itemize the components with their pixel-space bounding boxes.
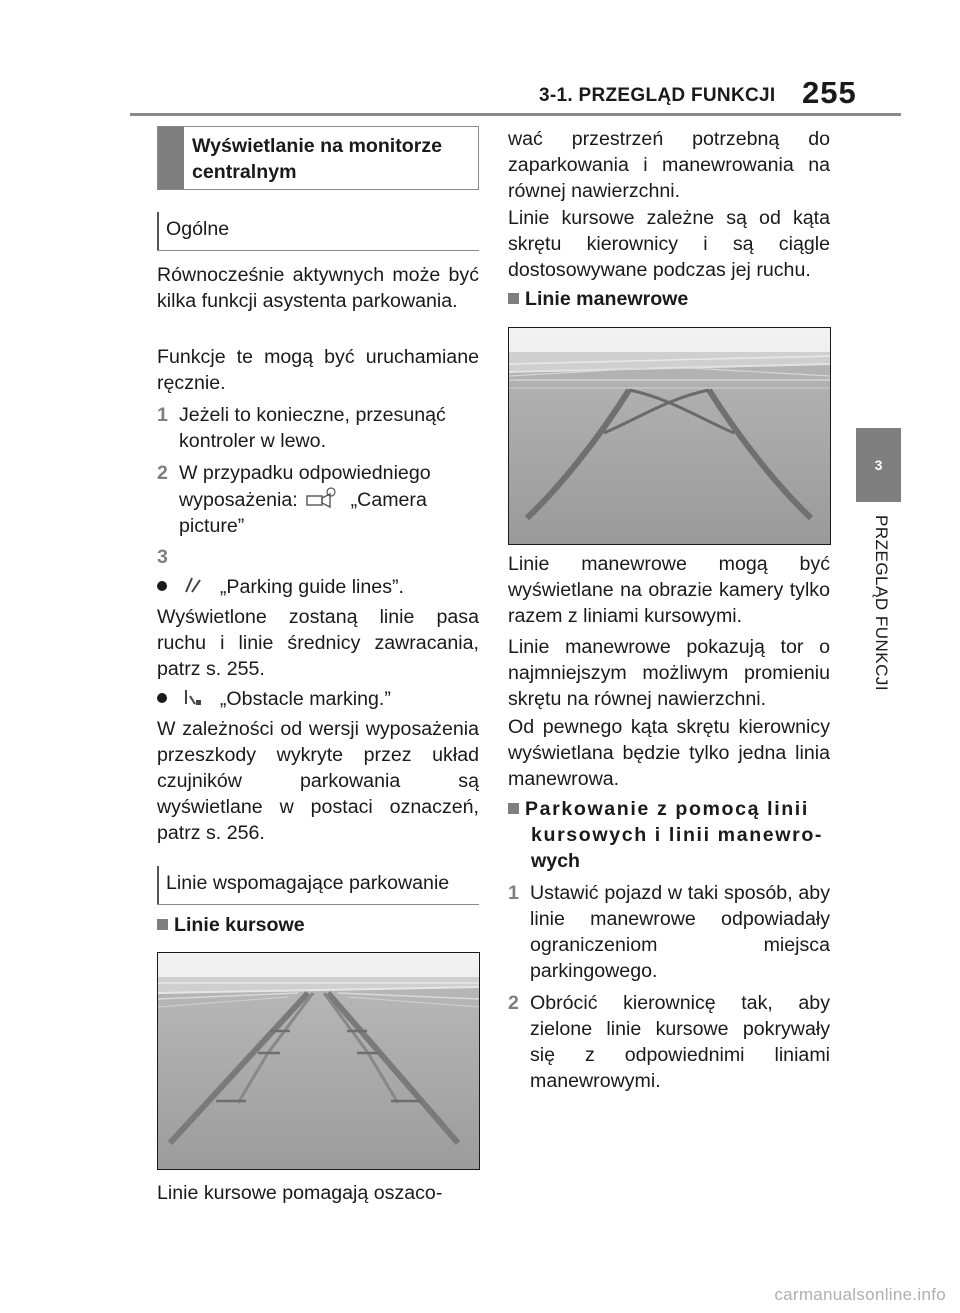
- chapter-label: PRZEGLĄD FUNKCJI: [872, 515, 891, 692]
- watermark: carmanualsonline.info: [774, 1285, 946, 1304]
- box-heading-text: [192, 133, 472, 185]
- subheading-bar: [157, 212, 159, 250]
- para-text: Linie kursowe pomagają oszaco-: [157, 1182, 443, 1204]
- para-text: Od pewnego kąta skrętu kierownicy wyświetlana będzie tylko jedna linia manewrowa.: [508, 716, 830, 790]
- step-number: 1: [157, 404, 168, 426]
- parking-guide-lines-icon: [182, 574, 214, 596]
- obstacle-marking-icon: [182, 686, 214, 708]
- step-text: Ustawić pojazd w taki sposób, aby linie manewrowe odpowiadały ograniczeniom miejsca parkingowego.: [530, 882, 830, 982]
- box-heading-bar: [158, 127, 184, 189]
- box-heading: [157, 126, 479, 190]
- header-rule: [130, 113, 901, 116]
- bullet-obstacle: [157, 686, 391, 712]
- subsection-text: wych: [531, 850, 581, 872]
- right-step2: [508, 990, 830, 1094]
- para-text: Linie kursowe zależne są od kąta skrętu kierownicy i są ciągle dostosowywane podczas jej ruchu.: [508, 207, 830, 281]
- left-para4: [157, 716, 479, 846]
- left-step3: [157, 544, 179, 570]
- step-number: 3: [157, 546, 168, 568]
- bullet-text: „Obstacle marking.”: [219, 688, 391, 710]
- square-marker: [157, 919, 168, 930]
- left-step2: [157, 460, 431, 539]
- subsection-text: Linie kursowe: [174, 914, 305, 936]
- step-number: 1: [508, 882, 519, 904]
- para-text: Równocześnie aktywnych może być kilka funkcji asystenta parkowania.: [157, 264, 479, 312]
- right-para5: [508, 714, 830, 792]
- step-text: Obrócić kierownicę tak, aby zielone linie kursowe pokrywały się z odpowiednimi liniami manewrowymi.: [530, 992, 830, 1092]
- para-text: Funkcje te mogą być uruchamiane ręcznie.: [157, 346, 479, 394]
- bullet-text: „Parking guide lines”.: [219, 576, 404, 598]
- subsection-text: Parkowanie z pomocą linii: [525, 798, 809, 820]
- step-text: Jeżeli to konieczne, przesunąć: [179, 404, 446, 426]
- para-text: Wyświetlone zostaną linie pasa ruchu i linie średnicy zawracania, patrz s. 255.: [157, 606, 479, 680]
- step-number: 2: [157, 462, 168, 484]
- box-heading-line1: Wyświetlanie na monitorze: [192, 135, 443, 157]
- right-step1: [508, 880, 830, 984]
- right-para1: [508, 126, 830, 204]
- subsection-course: [157, 912, 305, 938]
- subheading-bar: [157, 866, 159, 904]
- section-title: 3-1. PRZEGLĄD FUNKCJI: [539, 85, 776, 106]
- subsection-parking: [508, 796, 830, 874]
- left-para5: [157, 1180, 479, 1206]
- right-para2: [508, 205, 830, 283]
- step-text: „Camera: [350, 489, 427, 511]
- subheading-lines: [157, 866, 479, 905]
- right-para3: [508, 551, 830, 629]
- para-text: wać przestrzeń potrzebną do zaparkowania i manewrowania na równej nawierzchni.: [508, 128, 830, 202]
- bullet-dot: [157, 581, 167, 591]
- step-text: W przypadku odpowiedniego: [179, 462, 431, 484]
- camera-icon: [303, 486, 345, 510]
- subheading-general-text: Ogólne: [166, 218, 230, 240]
- para-text: Linie manewrowe mogą być wyświetlane na obrazie kamery tylko razem z liniami kursowymi.: [508, 553, 830, 627]
- subsection-text: Linie manewrowe: [525, 288, 689, 310]
- bullet-guide-lines: [157, 574, 404, 600]
- left-step1: [157, 402, 446, 454]
- step-text: wyposażenia:: [179, 489, 298, 511]
- step-number: 2: [508, 992, 519, 1014]
- maneuver-lines-image: [508, 327, 831, 545]
- right-para4: [508, 634, 830, 712]
- left-para1: [157, 262, 479, 314]
- bullet-dot: [157, 693, 167, 703]
- square-marker: [508, 293, 519, 304]
- page-number: 255: [802, 75, 857, 110]
- left-para2: [157, 344, 479, 396]
- para-text: Linie manewrowe pokazują tor o najmniejszym możliwym promieniu skrętu na równej nawierzchni.: [508, 636, 830, 710]
- box-heading-line2: centralnym: [192, 161, 297, 183]
- subsection-maneuver: [508, 286, 688, 312]
- chapter-number: 3: [874, 457, 883, 473]
- subheading-lines-text: Linie wspomagające parkowanie: [166, 872, 450, 894]
- subsection-text: kursowych i linii manewro-: [531, 824, 824, 846]
- chapter-tab: [856, 428, 901, 502]
- step-text: kontroler w lewo.: [179, 430, 327, 452]
- para-text: W zależności od wersji wyposażenia przeszkody wykryte przez układ czujników parkowania są wyświetlane w postaci oznaczeń, patrz s. 256.: [157, 718, 479, 844]
- subheading-general: [157, 212, 479, 251]
- course-lines-image: [157, 952, 480, 1170]
- square-marker: [508, 803, 519, 814]
- step-text: picture”: [179, 515, 245, 537]
- left-para3: [157, 604, 479, 682]
